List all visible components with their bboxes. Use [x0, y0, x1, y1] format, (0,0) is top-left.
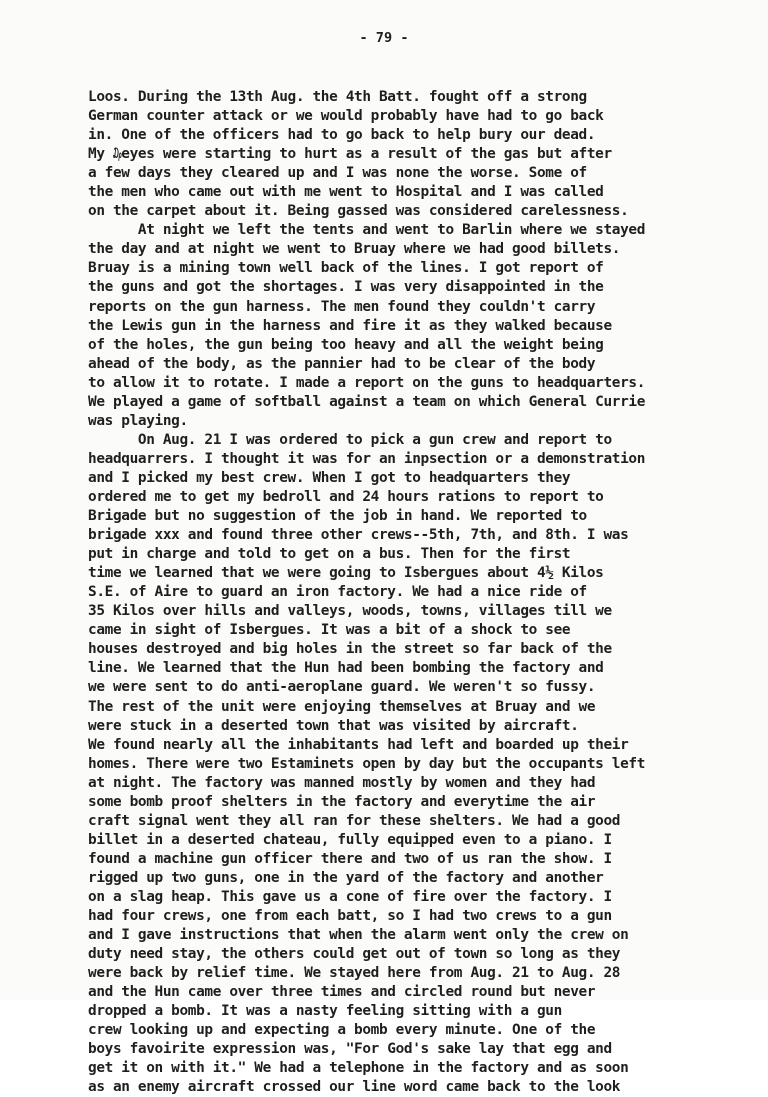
text-line: we were sent to do anti-aeroplane guard. We weren't so fussy.	[88, 679, 596, 696]
text-line: as an enemy aircraft crossed our line word came back to the look	[88, 1079, 621, 1096]
text-line: boys favoirite expression was, "For God's sake lay that egg and	[88, 1041, 612, 1058]
text-line: line. We learned that the Hun had been bombing the factory and	[88, 660, 604, 677]
text-line: and I picked my best crew. When I got to headquarters they	[88, 469, 571, 486]
text-line: 35 Kilos over hills and valleys, woods, towns, villages till we	[88, 603, 612, 620]
text-line: at night. The factory was manned mostly by women and they had	[88, 774, 596, 791]
text-line: ordered me to get my bedroll and 24 hours rations to report to	[88, 488, 604, 505]
text-line: a few days they cleared up and I was none the worse. Some of	[88, 165, 587, 182]
text-line: reports on the gun harness. The men found they couldn't carry	[88, 298, 596, 315]
text-line: craft signal went they all ran for these shelters. We had a good	[88, 812, 621, 829]
text-line: German counter attack or we would probably have had to go back	[88, 108, 604, 125]
text-line: dropped a bomb. It was a nasty feeling sitting with a gun	[88, 1003, 562, 1020]
text-line: duty need stay, the others could get out of town so long as they	[88, 946, 621, 963]
text-line: Brigade but no suggestion of the job in hand. We reported to	[88, 508, 587, 525]
text-line: were stuck in a deserted town that was visited by aircraft.	[88, 717, 579, 734]
text-line: the Lewis gun in the harness and fire it as they walked because	[88, 317, 612, 334]
text-line: At night we left the tents and went to Barlin where we stayed	[88, 222, 646, 239]
text-line: crew looking up and expecting a bomb every minute. One of the	[88, 1022, 596, 1039]
text-line: billet in a deserted chateau, fully equipped even to a piano. I	[88, 831, 612, 848]
text-line: On Aug. 21 I was ordered to pick a gun crew and report to	[88, 431, 612, 448]
text-line: was playing.	[88, 412, 188, 429]
text-line: time we learned that we were going to Isbergues about 4½ Kilos	[88, 565, 604, 582]
text-line: of the holes, the gun being too heavy and all the weight being	[88, 336, 604, 353]
text-line: ahead of the body, as the pannier had to be clear of the body	[88, 355, 596, 372]
text-line: We found nearly all the inhabitants had left and boarded up their	[88, 736, 629, 753]
text-line: put in charge and told to get on a bus. Then for the first	[88, 546, 571, 563]
text-line: and the Hun came over three times and circled round but never	[88, 984, 596, 1001]
text-line: We played a game of softball against a team on which General Currie	[88, 393, 646, 410]
page-body-text	[88, 88, 708, 1097]
text-line: The rest of the unit were enjoying themselves at Bruay and we	[88, 698, 596, 715]
text-line: came in sight of Isbergues. It was a bit of a shock to see	[88, 622, 571, 639]
text-line: on a slag heap. This gave us a cone of fire over the factory. I	[88, 888, 612, 905]
text-line: had four crews, one from each batt, so I had two crews to a gun	[88, 908, 612, 925]
text-line: the day and at night we went to Bruay where we had good billets.	[88, 241, 621, 258]
text-line: houses destroyed and big holes in the street so far back of the	[88, 641, 612, 658]
text-line: found a machine gun officer there and two of us ran the show. I	[88, 850, 612, 867]
text-line: S.E. of Aire to guard an iron factory. We had a nice ride of	[88, 584, 587, 601]
text-line: get it on with it." We had a telephone in the factory and as soon	[88, 1060, 629, 1077]
text-line: homes. There were two Estaminets open by day but the occupants left	[88, 755, 646, 772]
text-line: brigade xxx and found three other crews--5th, 7th, and 8th. I was	[88, 527, 629, 544]
text-line: and I gave instructions that when the alarm went only the crew on	[88, 927, 629, 944]
text-line: some bomb proof shelters in the factory and everytime the air	[88, 793, 596, 810]
text-line: in. One of the officers had to go back to help bury our dead.	[88, 127, 596, 144]
text-line: headquarrers. I thought it was for an inpsection or a demonstration	[88, 450, 646, 467]
text-line: were back by relief time. We stayed here from Aug. 21 to Aug. 28	[88, 965, 621, 982]
text-line: My ₯eyes were starting to hurt as a result of the gas but after	[88, 146, 612, 163]
text-line: to allow it to rotate. I made a report on the guns to headquarters.	[88, 374, 646, 391]
text-line: rigged up two guns, one in the yard of the factory and another	[88, 869, 604, 886]
text-line: on the carpet about it. Being gassed was considered carelessness.	[88, 203, 629, 220]
text-line: Loos. During the 13th Aug. the 4th Batt. fought off a strong	[88, 89, 587, 105]
text-line: the guns and got the shortages. I was very disappointed in the	[88, 279, 604, 296]
page-number: - 79 -	[359, 30, 409, 46]
text-line: Bruay is a mining town well back of the lines. I got report of	[88, 260, 604, 277]
text-line: the men who came out with me went to Hospital and I was called	[88, 184, 604, 201]
